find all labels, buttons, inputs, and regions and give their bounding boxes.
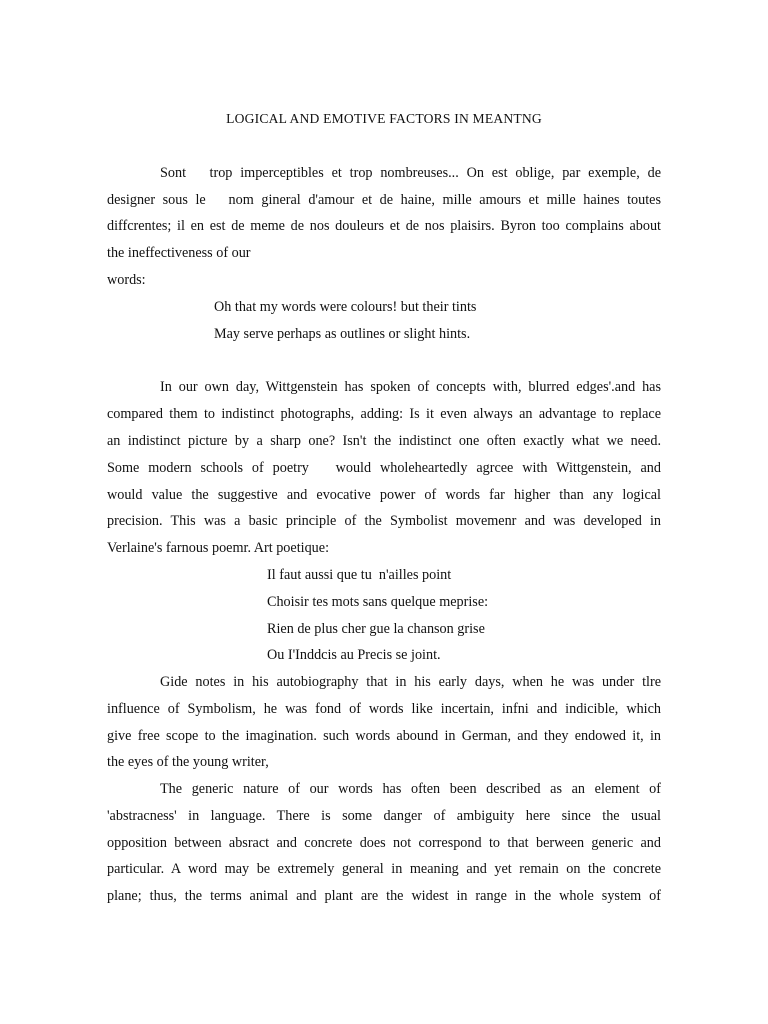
text-line: influence of Symbolism, he was fond of words like incertain, infni and indicible, which	[107, 701, 661, 717]
text-line: words:	[107, 272, 146, 288]
text-line: the eyes of the young writer,	[107, 754, 269, 770]
text-line: would value the suggestive and evocative power of words far higher than any logical	[107, 487, 661, 503]
text-line: The generic nature of our words has often been described as an element of	[160, 781, 661, 797]
text-line: particular. A word may be extremely general in meaning and yet remain on the concrete	[107, 861, 661, 877]
quote-line: Choisir tes mots sans quelque meprise:	[267, 594, 489, 610]
quote-line: Oh that my words were colours! but their tints	[214, 299, 477, 315]
text-line: give free scope to the imagination. such words abound in German, and they endowed it, in	[107, 728, 661, 744]
quote-line: Rien de plus cher gue la chanson grise	[267, 621, 485, 637]
text-line: diffcrentes; il en est de meme de nos douleurs et de nos plaisirs. Byron too complains about	[107, 218, 661, 234]
text-line: Sont trop imperceptibles et trop nombreuses... On est oblige, par exemple, de	[160, 165, 661, 181]
text-line: Some modern schools of poetry would wholeheartedly agrcee with Wittgenstein, and	[107, 460, 661, 476]
text-line: opposition between absract and concrete does not correspond to that berween generic and	[107, 835, 661, 851]
text-line: the ineffectiveness of our	[107, 245, 251, 261]
text-line: precision. This was a basic principle of the Symbolist movemenr and was developed in	[107, 513, 661, 529]
text-line: an indistinct picture by a sharp one? Isn't the indistinct one often exactly what we need.	[107, 433, 661, 449]
text-line: compared them to indistinct photographs, adding: Is it even always an advantage to replace	[107, 406, 661, 422]
text-line: Gide notes in his autobiography that in his early days, when he was under tlre	[160, 674, 661, 690]
document-title: LOGICAL AND EMOTIVE FACTORS IN MEANTNG	[226, 111, 542, 126]
text-line: plane; thus, the terms animal and plant are the widest in range in the whole system of	[107, 888, 661, 904]
quote-line: Ou I'Inddcis au Precis se joint.	[267, 647, 441, 663]
text-line: designer sous le nom gineral d'amour et de haine, mille amours et mille haines toutes	[107, 192, 661, 208]
text-line: In our own day, Wittgenstein has spoken of concepts with, blurred edges'.and has	[160, 379, 661, 395]
text-line: Verlaine's farnous poemr. Art poetique:	[107, 540, 330, 556]
text-line: 'abstracness' in language. There is some danger of ambiguity here since the usual	[107, 808, 661, 824]
quote-line: Il faut aussi que tu n'ailles point	[267, 567, 452, 583]
quote-line: May serve perhaps as outlines or slight hints.	[214, 326, 471, 342]
